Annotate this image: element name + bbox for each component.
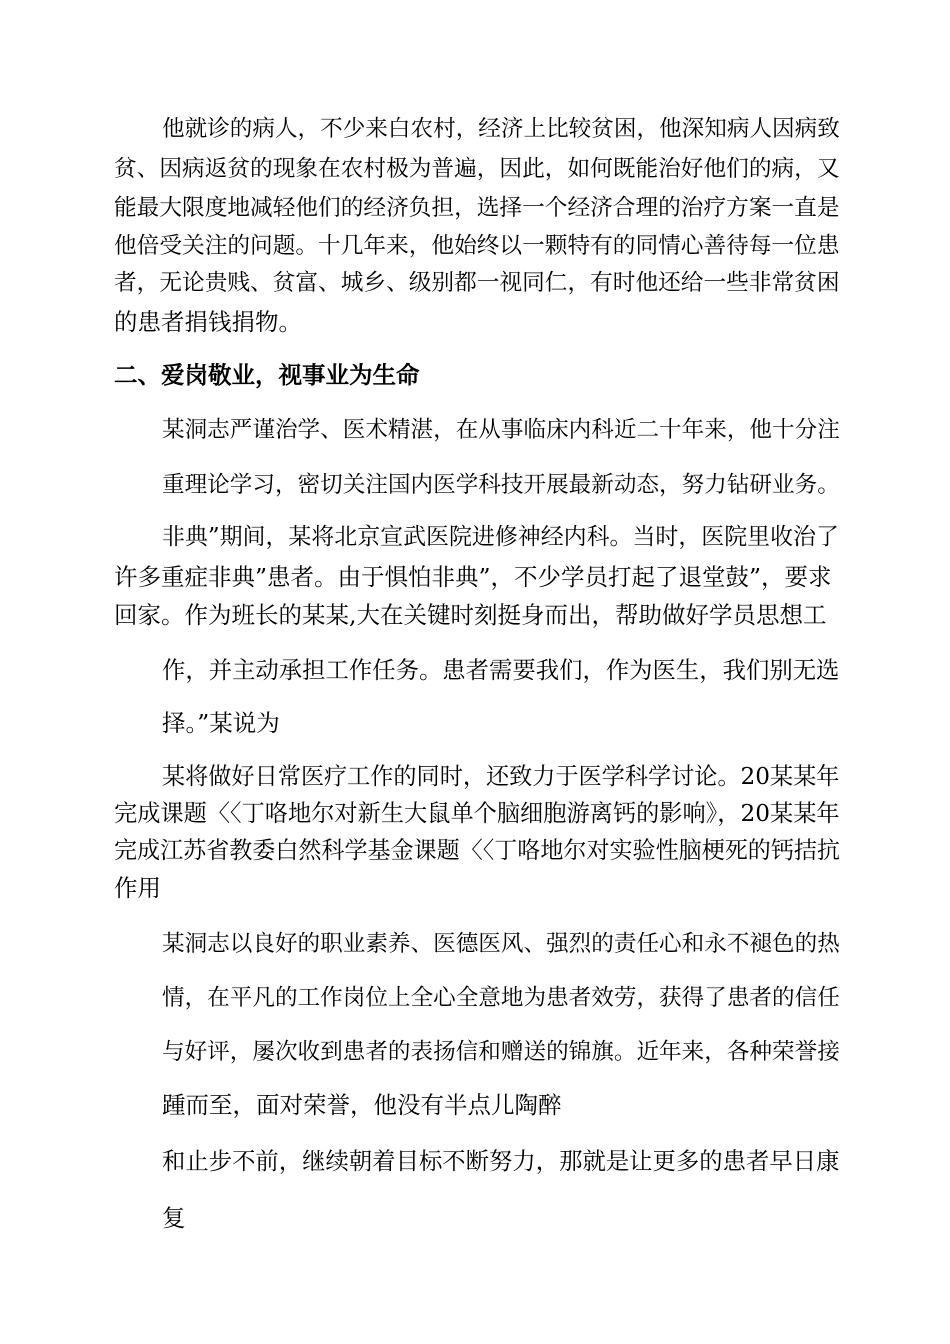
paragraph-1-line-6: 的患者捐钱捐物。 — [114, 308, 302, 336]
paragraph-5-line-5: 和止步不前，继续朝着目标不断努力，那就是让更多的患者早日康 — [162, 1147, 840, 1175]
paragraph-2-line-2: 重理论学习，密切关注国内医学科技开展最新动态，努力钻研业务。 — [162, 472, 840, 498]
paragraph-3-line-2: 许多重症非典”患者。由于惧怕非典”，不少学员打起了退堂鼓”，要求 — [114, 563, 832, 591]
paragraph-3-line-5: 择。”某说为 — [162, 709, 280, 737]
paragraph-3-line-3: 回家。作为班长的某某,大在关键时刻挺身而出，帮助做好学员思想工 — [114, 601, 827, 629]
paragraph-1-line-4: 他倍受关注的问题。十几年来，他始终以一颗特有的同情心善待每一位患 — [114, 233, 840, 259]
paragraph-1-line-3: 能最大限度地减轻他们的经济负担，选择一个经济合理的治疗方案一直是 — [114, 195, 840, 221]
paragraph-1-line-2: 贫、因病返贫的现象在农村极为普遍，因此，如何既能治好他们的病，又 — [114, 156, 840, 182]
paragraph-4-line-2: 完成课题〈〈丁咯地尔对新生大鼠单个脑细胞游离钙的影响》，20某某年 — [114, 800, 840, 827]
paragraph-4-line-3: 完成江苏省教委白然科学基金课题〈〈丁咯地尔对实验性脑梗死的钙拮抗 — [114, 838, 840, 864]
paragraph-1-line-1: 他就诊的病人，不少来白农村，经济上比较贫困，他深知病人因病致 — [162, 116, 840, 142]
section-heading: 二、爱岗敬业，视事业为生命 — [114, 361, 420, 389]
paragraph-5-line-3: 与好评，屡次收到患者的表扬信和赠送的锦旗。近年来，各种荣誉接 — [162, 1039, 840, 1065]
paragraph-5-line-6: 复 — [162, 1204, 186, 1232]
paragraph-5-line-1: 某洞志以良好的职业素养、医德医风、强烈的责任心和永不褪色的热 — [162, 931, 840, 957]
paragraph-2-line-1: 某洞志严谨治学、医术精湛，在从事临床内科近二十年来，他十分注 — [162, 417, 840, 443]
paragraph-3-line-4: 作，并主动承担工作任务。患者需要我们，作为医生，我们别无选 — [162, 656, 840, 684]
paragraph-5-line-2: 情，在平凡的工作岗位上全心全意地为患者效劳，获得了患者的信任 — [162, 985, 840, 1011]
paragraph-1-line-5: 者，无论贵贱、贫富、城乡、级别都一视同仁，有时他还给一些非常贫困 — [114, 270, 840, 296]
paragraph-4-line-4: 作用 — [114, 874, 161, 902]
paragraph-4-line-1: 某将做好日常医疗工作的同时，还致力于医学科学讨论。20某某年 — [162, 764, 840, 790]
paragraph-5-line-4: 踵而至，面对荣誉，他没有半点儿陶醉 — [162, 1091, 562, 1119]
paragraph-3-line-1: 非典”期间，某将北京宣武医院进修神经内科。当时，医院里收治了 — [162, 524, 839, 550]
